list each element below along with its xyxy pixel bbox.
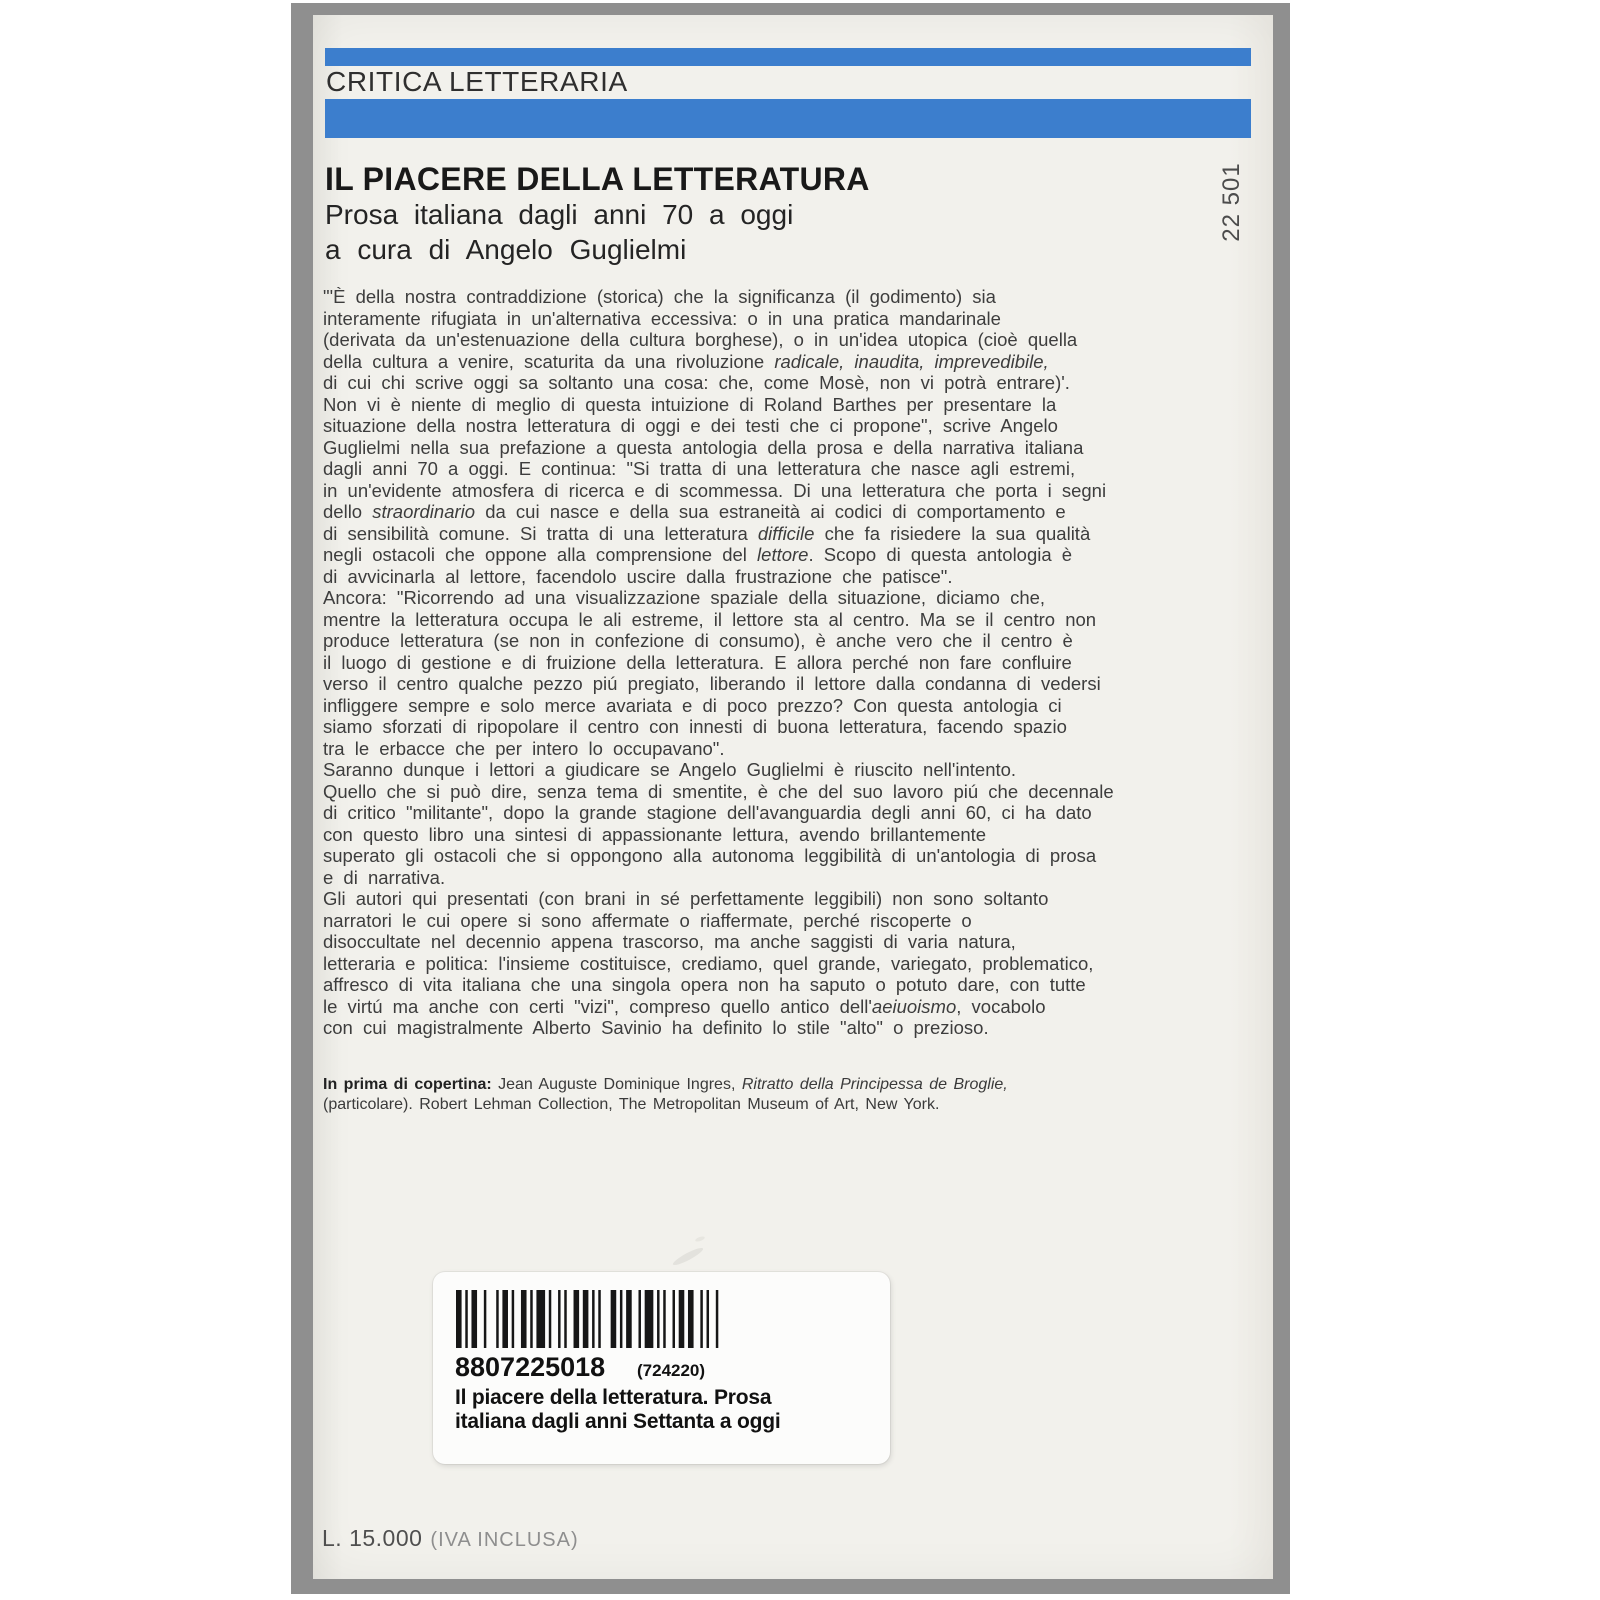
barcode-number: 8807225018 <box>455 1352 606 1382</box>
body-line: tra le erbacce che per intero lo occupavano". <box>323 737 725 759</box>
body-line: mentre la letteratura occupa le ali estreme, il lettore sta al centro. Ma se il centro non <box>323 608 1097 630</box>
body-line: Non vi è niente di meglio di questa intuizione di Roland Barthes per presentare la <box>323 393 1057 415</box>
sticker-title <box>455 1386 781 1434</box>
body-line: Gli autori qui presentati (con brani in sé perfettamente leggibili) non sono soltanto <box>323 888 1049 909</box>
body-line: (derivata da un'estenuazione della cultura borghese), o in un'idea utopica (cioè quella <box>323 329 1078 350</box>
sticker-code: (724220) <box>637 1361 706 1380</box>
body-line: di avvicinarla al lettore, facendolo uscire dalla frustrazione che patisce". <box>323 565 953 587</box>
sticker-title-line-2: italiana dagli anni Settanta a oggi <box>455 1410 781 1433</box>
catalog-number-vertical: 22 501 <box>1218 162 1245 242</box>
body-line: di critico "militante", dopo la grande stagione dell'avanguardia degli anni 60, ci ha dato <box>323 802 1092 823</box>
body-line: Ancora: "Ricorrendo ad una visualizzazione spaziale della situazione, diciamo che, <box>323 587 1046 608</box>
sticker-title-line-1: Il piacere della letteratura. Prosa <box>455 1386 772 1409</box>
body-line: Saranno dunque i lettori a giudicare se Angelo Guglielmi è riuscito nell'intento. <box>323 759 1017 780</box>
barcode <box>456 1290 722 1348</box>
smudge-mark <box>671 1245 704 1267</box>
cover-art-credit <box>323 1075 1228 1114</box>
body-line: siamo sforzati di ripopolare il centro con innesti di buona letteratura, facendo spazio <box>323 716 1067 737</box>
body-line: in un'evidente atmosfera di ricerca e di scommessa. Di una letteratura che porta i segni <box>323 479 1107 501</box>
body-line: negli ostacoli che oppone alla comprensione del lettore. Scopo di questa antologia è <box>323 544 1073 565</box>
price <box>322 1525 579 1552</box>
body-text <box>323 286 1228 1039</box>
body-line: della cultura a venire, scaturita da una rivoluzione radicale, inaudita, imprevedibile, <box>323 350 1049 372</box>
price-vat-note: (IVA INCLUSA) <box>430 1529 579 1551</box>
body-line: Quello che si può dire, senza tema di smentite, è che del suo lavoro piú che decennale <box>323 780 1114 802</box>
body-line: letteraria e politica: l'insieme costituisce, crediamo, quel grande, variegato, problematico, <box>323 952 1094 974</box>
body-line: e di narrativa. <box>323 866 446 888</box>
top-blue-stripe <box>325 48 1251 66</box>
body-line: narratori le cui opere si sono affermate o riaffermate, perché riscoperte o <box>323 909 972 931</box>
body-line: le virtú ma anche con certi "vizi", compreso quello antico dell'aeiuoismo, vocabolo <box>323 995 1046 1017</box>
barcode-sticker <box>433 1272 890 1464</box>
body-line: "'È della nostra contraddizione (storica) che la significanza (il godimento) sia <box>323 286 996 307</box>
book-curator: a cura di Angelo Guglielmi <box>325 234 687 265</box>
credit-line-1: In prima di copertina: Jean Auguste Dominique Ingres, Ritratto della Principessa de Broglie, <box>323 1076 1008 1093</box>
body-line: con questo libro una sintesi di appassionante lettura, avendo brillantemente <box>323 823 987 845</box>
body-line: situazione della nostra letteratura di oggi e dei testi che ci propone", scrive Angelo <box>323 415 1058 436</box>
body-line: di sensibilità comune. Si tratta di una letteratura difficile che fa risiedere la sua qualità <box>323 522 1091 544</box>
body-line: Guglielmi nella sua prefazione a questa antologia della prosa e della narrativa italiana <box>323 436 1084 458</box>
book-title: IL PIACERE DELLA LETTERATURA <box>325 161 870 197</box>
back-cover <box>313 15 1273 1579</box>
body-line: infliggere sempre e solo merce avariata e di poco prezzo? Con questa antologia ci <box>323 694 1062 716</box>
price-amount: L. 15.000 <box>322 1525 423 1551</box>
body-line: produce letteratura (se non in confezione di consumo), è anche vero che il centro è <box>323 630 1073 651</box>
body-line: il luogo di gestione e di fruizione della letteratura. E allora perché non fare confluire <box>323 651 1072 673</box>
photo-frame <box>291 3 1290 1594</box>
body-line: interamente rifugiata in un'alternativa eccessiva: o in una pratica mandarinale <box>323 307 1001 329</box>
body-line: affresco di vita italiana che una singola opera non ha saputo o potuto dare, con tutte <box>323 974 1086 995</box>
body-line: dagli anni 70 a oggi. E continua: "Si tratta di una letteratura che nasce agli estremi, <box>323 458 1076 479</box>
body-line: di cui chi scrive oggi sa soltanto una cosa: che, come Mosè, non vi potrà entrare)'. <box>323 372 1070 393</box>
smudge-mark <box>695 1235 706 1242</box>
credit-line-2: (particolare). Robert Lehman Collection, The Metropolitan Museum of Art, New York. <box>323 1095 940 1113</box>
series-label: CRITICA LETTERARIA <box>326 66 628 97</box>
body-line: superato gli ostacoli che si oppongono alla autonoma leggibilità di un'antologia di prosa <box>323 845 1097 866</box>
book-subtitle: Prosa italiana dagli anni 70 a oggi <box>325 199 794 230</box>
thick-blue-stripe <box>325 99 1251 138</box>
body-line: dello straordinario da cui nasce e della sua estraneità ai codici di comportamento e <box>323 501 1066 522</box>
body-line: disoccultate nel decennio appena trascorso, ma anche saggisti di varia natura, <box>323 931 1016 952</box>
body-line: verso il centro qualche pezzo piú pregiato, liberando il lettore dalla condanna di vedersi <box>323 673 1101 694</box>
body-line: con cui magistralmente Alberto Savinio ha definito lo stile "alto" o prezioso. <box>323 1017 989 1038</box>
